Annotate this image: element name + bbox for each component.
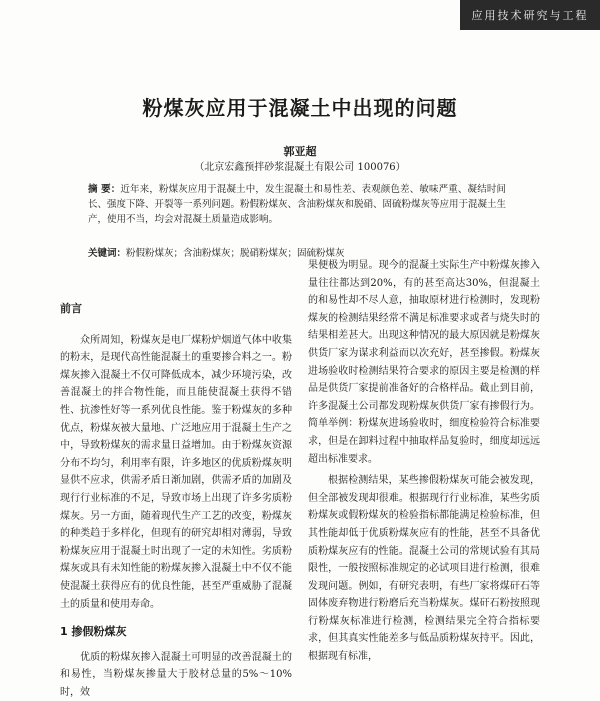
keywords-text: 粉假粉煤灰；含油粉煤灰；脱硝粉煤灰；固硫粉煤灰 bbox=[126, 248, 345, 259]
right-paragraph-2: 根据检测结果，某些掺假粉煤灰可能会被发现，但全部被发现却很难。根据现行行业标准，某些劣质粉煤灰或假粉煤灰的检验指标都能满足检验标准，但其性能却低于优质粉煤灰应有的性能，甚至不具备优质粉煤灰应有的性能。混凝土公司的常规试验有其局限性，一般按照标准规定的必试项目进行检测，很难发现问题。例如，有研究表明，有些厂家将煤矸石等固体废弃物进行粉磨后充当粉煤灰。煤矸石粉按照现行粉煤灰标准进行检测，检测结果完全符合指标要求，但其真实性能差多与低品质粉煤灰持平。因此，根据现有标准， bbox=[308, 475, 540, 663]
left-column bbox=[60, 300, 292, 701]
abstract-label: 摘 要： bbox=[88, 184, 121, 195]
right-column bbox=[308, 257, 540, 666]
right-paragraph-continued: 果便极为明显。现今的混凝土实际生产中粉煤灰掺入量往往都达到20%，有的甚至高达30%，但混凝土的和易性却不尽人意，抽取原材进行检测时，发现粉煤灰的检测结果经常不满足标准要求或者与烧失时的结果相差甚大。出现这种情况的最大原因就是粉煤灰供货厂家为谋求利益而以次充好，甚至掺假。粉煤灰进场验收时检测结果符合要求的原因主要是检测的样品是供货厂家提前准备好的合格样品。截止到目前，许多混凝土公司都发现粉煤灰供货厂家有掺假行为。简单举例：粉煤灰进场验收时，细度检验符合标准要求，但是在卸料过程中抽取样品复验时，细度却远远超出标准要求。 bbox=[308, 260, 540, 465]
section-banner: 应用技术研究与工程 bbox=[460, 0, 600, 30]
article-title: 粉煤灰应用于混凝土中出现的问题 bbox=[142, 96, 458, 120]
author-affiliation: （北京宏鑫预拌砂浆混凝土有限公司 100076） bbox=[194, 162, 406, 173]
abstract-text: 近年来，粉煤灰应用于混凝土中，发生混凝土和易性差、表观颜色差、敏味严重、凝结时间长、强度下降、开裂等一系列问题。粉假粉煤灰、含油粉煤灰和脱硝、固硫粉煤灰等应用于混凝土生产，使用不当，均会对混凝土质量造成影响。 bbox=[88, 184, 507, 225]
section1-paragraph: 优质的粉煤灰掺入混凝土可明显的改善混凝土的和易性，当粉煤灰掺量大于胶材总量的5%～10%时，效 bbox=[60, 651, 292, 698]
abstract bbox=[88, 182, 506, 227]
section1-heading: 1 掺假粉煤灰 bbox=[60, 625, 127, 639]
preface-paragraph: 众所周知，粉煤灰是电厂煤粉炉烟道气体中收集的粉末，是现代高性能混凝土的重要掺合料之一。粉煤灰掺入混凝土不仅可降低成本，减少环境污染，改善混凝土的拌合物性能，而且能使混凝土获得不错性、抗渗性好等一系列优良性能。鉴于粉煤灰的多种优点，粉煤灰被大量地、广泛地应用于混凝土生产之中，导致粉煤灰的需求量日益增加。由于粉煤灰资源分布不均匀，利用率有限，许多地区的优质粉煤灰明显供不应求，供需矛盾日渐加剧，供需矛盾的加剧及现行行业标准的不足，导致市场上出现了许多劣质粉煤灰。另一方面，随着现代生产工艺的改变，粉煤灰的种类趋于多样化，但现有的研究却相对薄弱，导致粉煤灰应用于混凝土时出现了一定的未知性。劣质粉煤灰或具有未知性能的粉煤灰掺入混凝土中不仅不能使混凝土获得应有的优良性能，甚至严重威胁了混凝土的质量和使用寿命。 bbox=[60, 334, 292, 610]
preface-heading: 前言 bbox=[60, 302, 82, 315]
author-name: 郭亚超 bbox=[283, 145, 317, 158]
keywords-label: 关键词： bbox=[88, 248, 127, 259]
